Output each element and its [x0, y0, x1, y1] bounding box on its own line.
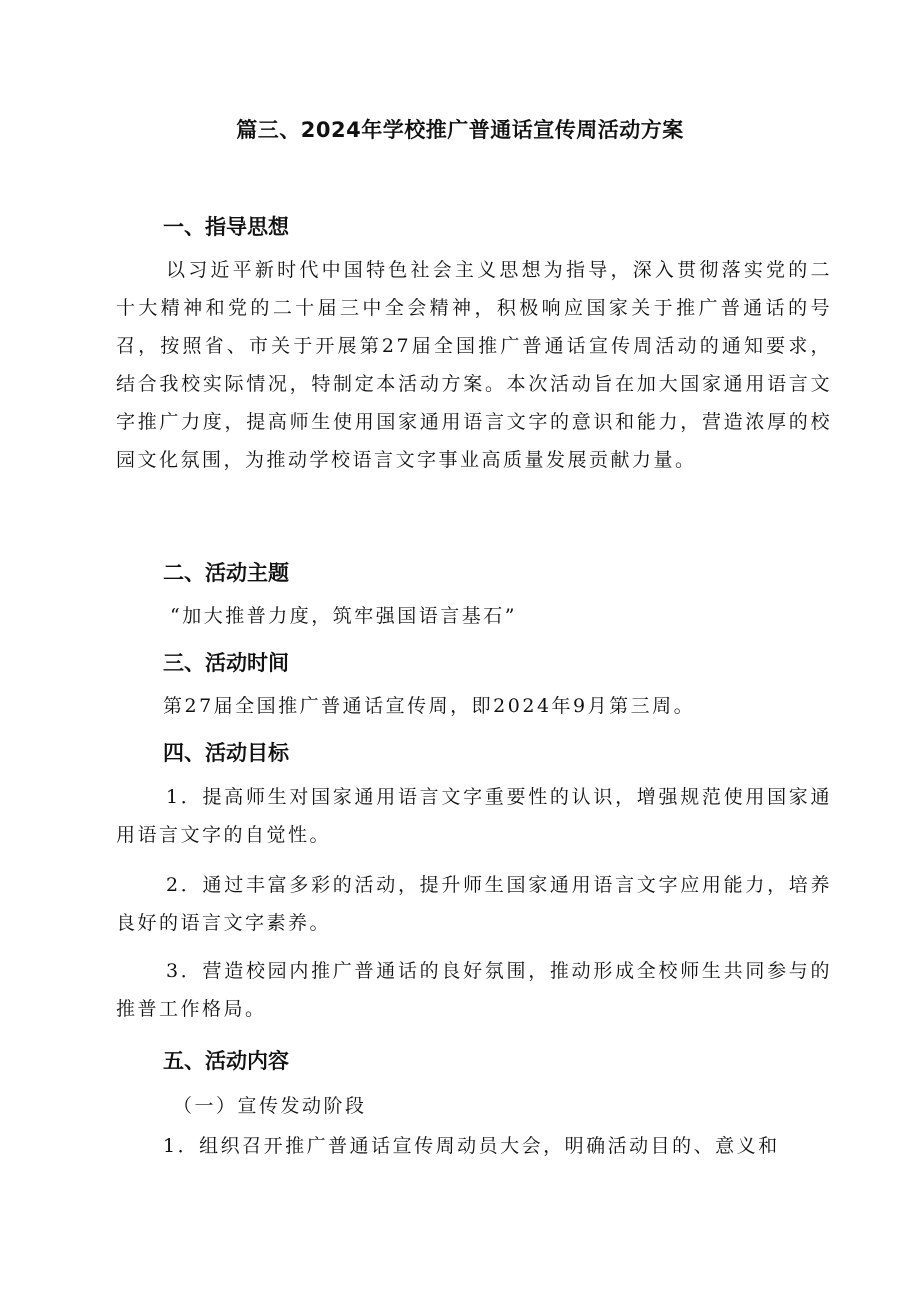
goal-item-3: 3．营造校园内推广普通话的良好氛围，推动形成全校师生共同参与的推普工作格局。	[116, 960, 832, 1020]
goal-item-2: 2．通过丰富多彩的活动，提升师生国家通用语言文字应用能力，培养良好的语言文字素养。	[116, 874, 832, 934]
content-item-1: 1．组织召开推广普通话宣传周动员大会，明确活动目的、意义和	[163, 1135, 780, 1157]
section-body-theme: “加大推普力度，筑牢强国语言基石”	[170, 605, 517, 627]
section-body-guiding-ideology: 以习近平新时代中国特色社会主义思想为指导，深入贯彻落实党的二十大精神和党的二十届三中全会精神，积极响应国家关于推广普通话的号召，按照省、市关于开展第27届全国推广普通话宣传周活动的通知要求，结合我校实际情况，特制定本活动方案。本次活动旨在加大国家通用语言文字推广力度，提高师生使用国家通用语言文字的意识和能力，营造浓厚的校园文化氛围，为推动学校语言文字事业高质量发展贡献力量。	[116, 259, 832, 471]
section-heading-content: 五、活动内容	[163, 1049, 289, 1073]
section-heading-goals: 四、活动目标	[163, 741, 289, 765]
goal-item-1: 1．提高师生对国家通用语言文字重要性的认识，增强规范使用国家通用语言文字的自觉性。	[116, 786, 832, 846]
section-heading-guiding-ideology: 一、指导思想	[163, 215, 289, 239]
section-heading-time: 三、活动时间	[163, 651, 289, 675]
section-body-time: 第27届全国推广普通话宣传周，即2024年9月第三周。	[163, 695, 696, 717]
document-title: 篇三、2024年学校推广普通话宣传周活动方案	[236, 118, 684, 142]
section-heading-theme: 二、活动主题	[163, 561, 289, 585]
subsection-heading-publicity: （一）宣传发动阶段	[173, 1095, 367, 1117]
